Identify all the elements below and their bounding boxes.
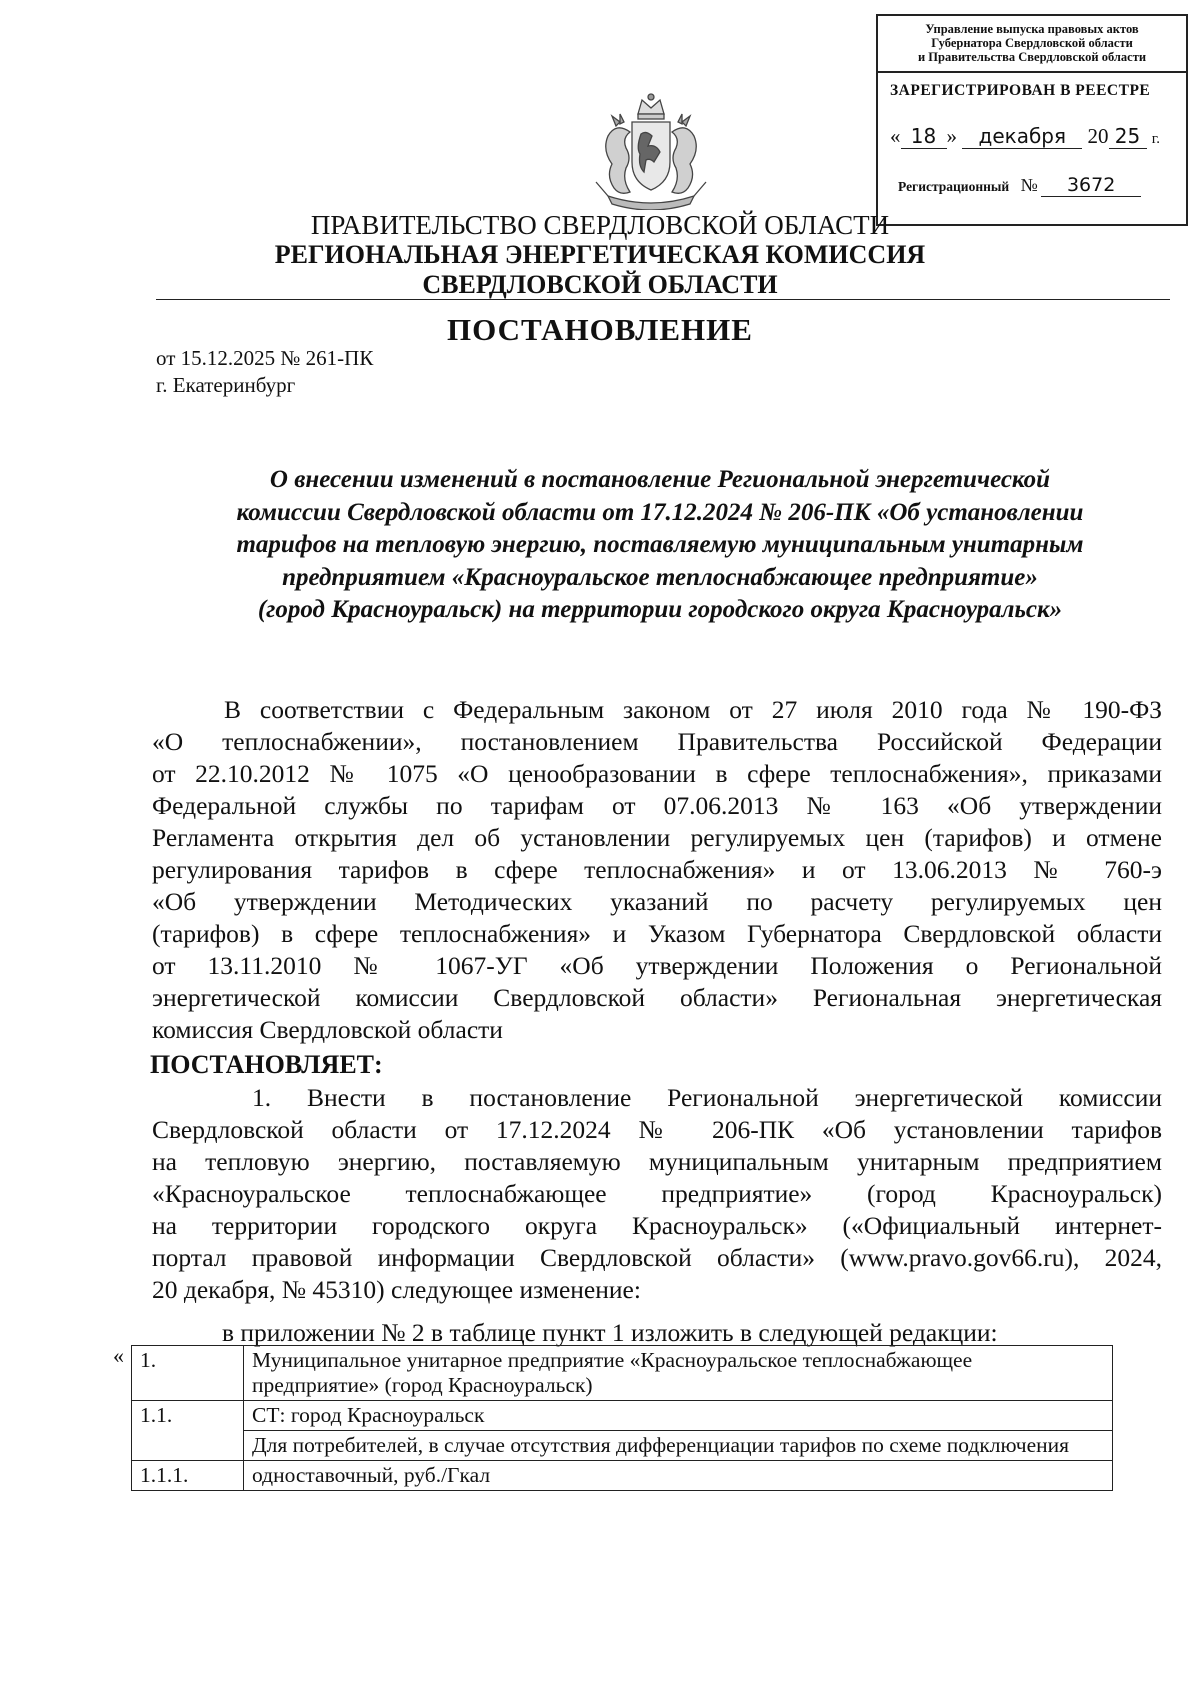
table-cell-number: 1. [132,1346,244,1401]
table-cell-text: СТ: город Красноуральск [244,1401,1113,1431]
item-1-line: на тепловую энергию, поставляемую муниципальным унитарным предприятием [152,1147,1162,1176]
stamp-registration-number [898,174,1141,197]
document-title [150,464,1170,627]
preamble-line: «Об утверждении Методических указаний по расчету регулируемых цен [152,887,1162,916]
stamp-year-suffix: 25 [1109,124,1147,149]
table-cell-text: Муниципальное унитарное предприятие «Красноуральское теплоснабжающее предприятие» (город Красноуральск) [244,1346,1113,1401]
preamble-line: от 22.10.2012 № 1075 «О ценообразовании в сфере теплоснабжения», приказами [152,759,1162,788]
stamp-year-prefix: 20 [1087,124,1109,148]
title-line: предприятием «Красноуральское теплоснабжающее предприятие» [282,563,1038,591]
coat-of-arms-icon [586,92,716,210]
item-1-line: 20 декабря, № 45310) следующее изменение: [152,1275,641,1304]
preamble-line: комиссия Свердловской области [152,1015,503,1044]
item-1-line: 1. Внести в постановление Региональной энергетической комиссии [252,1083,1162,1112]
table-row [132,1431,1113,1461]
stamp-date [890,124,1160,149]
table-row [132,1346,1113,1401]
header-divider [156,299,1170,300]
stamp-registered-label: ЗАРЕГИСТРИРОВАН В РЕЕСТРЕ [890,82,1151,99]
preamble-line: (тарифов) в сфере теплоснабжения» и Указом Губернатора Свердловской области [152,919,1162,948]
stamp-header [878,16,1186,73]
table-cell-number: 1.1.1. [132,1461,244,1491]
preamble-line: регулирования тарифов в сфере теплоснабжения» и от 13.06.2013 № 760-э [152,855,1162,884]
preamble-line: энергетической комиссии Свердловской области» Региональная энергетическая [152,983,1162,1012]
stamp-month: декабря [962,124,1082,149]
table-row [132,1461,1113,1491]
preamble-line: от 13.11.2010 № 1067-УГ «Об утверждении Положения о Региональной [152,951,1162,980]
title-line: тарифов на тепловую энергию, поставляемую муниципальным унитарным [236,531,1084,558]
stamp-close-quote: » [946,124,957,148]
preamble-line: Регламента открытия дел об установлении регулируемых цен (тарифов) и отмене [152,823,1162,852]
commission-name-line1: РЕГИОНАЛЬНАЯ ЭНЕРГЕТИЧЕСКАЯ КОМИССИЯ [274,240,926,269]
title-line: (город Красноуральск) на территории городского округа Красноуральск» [257,596,1063,623]
title-line: комиссии Свердловской области от 17.12.2024 № 206-ПК «Об установлении [236,498,1084,526]
document-city: г. Екатеринбург [156,373,296,397]
table-cell-number: 1.1. [132,1401,244,1461]
preamble-line: В соответствии с Федеральным законом от 27 июля 2010 года № 190-ФЗ [224,695,1162,724]
stamp-header-line: Управление выпуска правовых актов [925,22,1139,36]
tariff-table [131,1345,1113,1491]
stamp-open-quote: « [890,124,901,148]
government-name: ПРАВИТЕЛЬСТВО СВЕРДЛОВСКОЙ ОБЛАСТИ [310,210,890,240]
document-type: ПОСТАНОВЛЕНИЕ [447,312,753,347]
commission-name-line2: СВЕРДЛОВСКОЙ ОБЛАСТИ [422,270,778,299]
stamp-day: 18 [901,124,947,149]
table-cell-text: Для потребителей, в случае отсутствия дифференциации тарифов по схеме подключения [244,1431,1113,1461]
amendment-instruction: в приложении № 2 в таблице пункт 1 изложить в следующей редакции: [222,1318,998,1347]
preamble-paragraph [152,694,1162,1046]
resolves-heading: ПОСТАНОВЛЯЕТ: [150,1050,383,1079]
item-1-line: на территории городского округа Красноуральск» («Официальный интернет- [152,1211,1162,1240]
preamble-line: «О теплоснабжении», постановлением Правительства Российской Федерации [152,727,1162,756]
title-line: О внесении изменений в постановление Региональной энергетической [269,466,1051,493]
stamp-reg-label: Регистрационный [898,179,1010,194]
preamble-line: Федеральной службы по тарифам от 07.06.2013 № 163 «Об утверждении [152,791,1162,820]
item-1-line: портал правовой информации Свердловской области» (www.pravo.gov66.ru), 2024, [152,1243,1162,1272]
item-1-line: «Красноуральское теплоснабжающее предприятие» (город Красноуральск) [152,1179,1162,1208]
stamp-header-line: и Правительства Свердловской области [917,50,1147,64]
item-1-line: Свердловской области от 17.12.2024 № 206-ПК «Об установлении тарифов [152,1115,1162,1144]
registry-stamp [876,14,1188,226]
item-1-paragraph [152,1082,1162,1306]
stamp-header-line: Губернатора Свердловской области [931,36,1133,50]
document-number: от 15.12.2025 № 261-ПК [156,346,374,370]
stamp-num-sign: № [1020,175,1038,195]
stamp-year-unit: г. [1151,131,1160,147]
stamp-reg-number: 3672 [1041,174,1141,197]
table-open-quote: « [113,1343,124,1368]
table-row [132,1401,1113,1431]
table-cell-text: одноставочный, руб./Гкал [244,1461,1113,1491]
